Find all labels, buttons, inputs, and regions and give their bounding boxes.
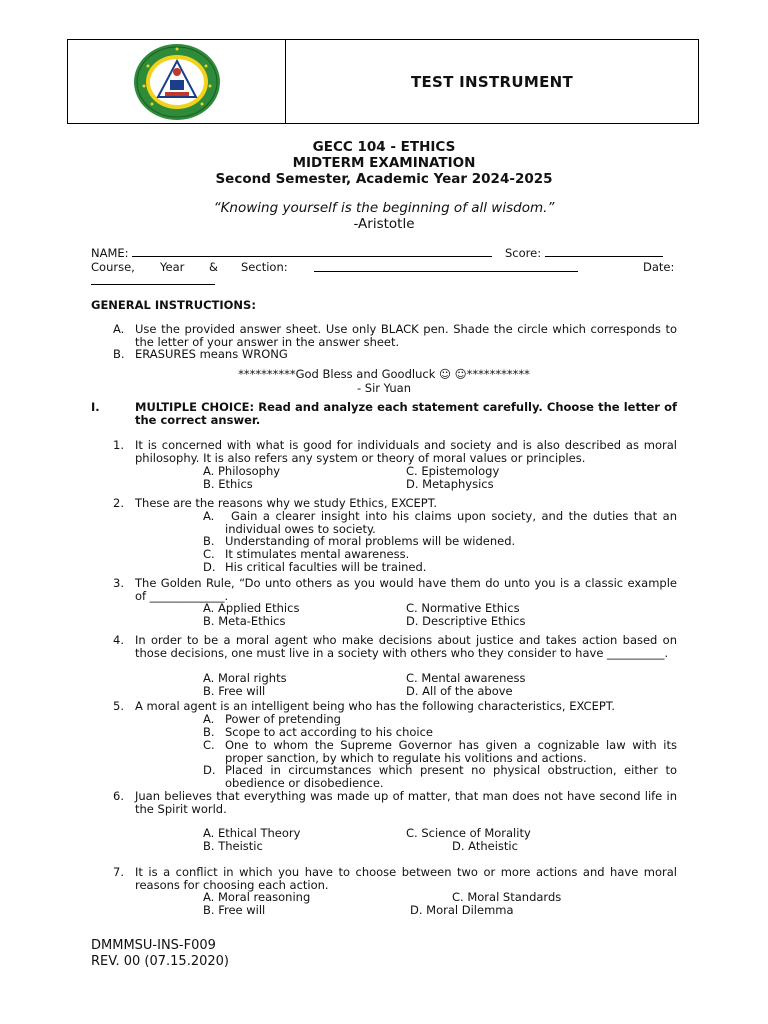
university-seal-icon — [132, 42, 222, 122]
question-text: These are the reasons why we study Ethics, EXCEPT. — [135, 496, 438, 510]
option[interactable]: A. Ethical Theory — [203, 826, 301, 840]
name-label: NAME: — [91, 246, 129, 260]
option-letter: B. — [203, 725, 215, 739]
option[interactable]: His critical faculties will be trained. — [225, 560, 427, 574]
option-letter: A. — [203, 712, 215, 726]
header-box — [67, 39, 699, 124]
instruction-letter-a: A. — [113, 322, 125, 336]
option[interactable]: B. Ethics — [203, 477, 253, 491]
logo-cell — [68, 40, 286, 123]
question-text: In order to be a moral agent who make decisions about justice and takes action based on those decisions, one must live in a society with others who they consider to have __________. — [135, 633, 677, 660]
option[interactable]: D. Descriptive Ethics — [406, 614, 526, 628]
option[interactable]: D. All of the above — [406, 684, 513, 698]
blessing-signature: - Sir Yuan — [356, 381, 411, 395]
question-text: A moral agent is an intelligent being who has the following characteristics, EXCEPT. — [135, 699, 616, 713]
date-blank[interactable] — [91, 274, 215, 285]
option[interactable]: B. Free will — [203, 684, 266, 698]
option[interactable]: A. Philosophy — [203, 464, 281, 478]
course-block — [0, 139, 768, 187]
option[interactable]: A. Applied Ethics — [203, 601, 300, 615]
option[interactable]: One to whom the Supreme Governor has given a cognizable law with its proper sanction, by which to regulate his volitions and actions. — [225, 738, 677, 765]
option[interactable]: C. Moral Standards — [452, 890, 562, 904]
quote-author: -Aristotle — [353, 216, 415, 232]
option[interactable]: Power of pretending — [225, 712, 341, 726]
option[interactable]: Gain a clearer insight into his claims upon society, and the duties that an individual owes to society. — [225, 509, 677, 536]
blessing-text: **********God Bless and Goodluck ☺ ☺*********** — [238, 367, 530, 381]
instruction-b: ERASURES means WRONG — [135, 347, 288, 361]
form-code: DMMMSU-INS-F009 — [91, 938, 216, 953]
quote-text: “Knowing yourself is the beginning of all wisdom.” — [213, 200, 555, 216]
course-code: GECC 104 - ETHICS — [312, 139, 456, 155]
option[interactable]: Scope to act according to his choice — [225, 725, 433, 739]
question-number: 7. — [113, 865, 124, 879]
question-text: Juan believes that everything was made up of matter, that man does not have second life in the Spirit world. — [135, 789, 677, 816]
option-letter: B. — [203, 534, 215, 548]
document-title: TEST INSTRUMENT — [410, 72, 574, 91]
option[interactable]: C. Epistemology — [406, 464, 500, 478]
option[interactable]: D. Metaphysics — [406, 477, 494, 491]
instruction-letter-b: B. — [113, 347, 125, 361]
revision-code: REV. 00 (07.15.2020) — [91, 954, 229, 969]
option[interactable]: C. Normative Ethics — [406, 601, 520, 615]
score-blank[interactable] — [545, 246, 663, 257]
option[interactable]: It stimulates mental awareness. — [225, 547, 410, 561]
section-numeral: I. — [91, 400, 100, 414]
question-number: 6. — [113, 789, 124, 803]
question-text: The Golden Rule, “Do unto others as you would have them do unto you is a classic example of _____________. — [135, 576, 677, 603]
option-letter: D. — [203, 560, 216, 574]
option[interactable]: B. Meta-Ethics — [203, 614, 286, 628]
question-number: 3. — [113, 576, 124, 590]
option[interactable]: B. Theistic — [203, 839, 263, 853]
section-label: Section: — [241, 260, 288, 274]
name-blank[interactable] — [132, 246, 492, 257]
option-letter: A. — [203, 509, 215, 523]
ampersand: & — [209, 260, 218, 274]
name-row — [91, 246, 492, 260]
option-letter: D. — [203, 763, 216, 777]
option[interactable]: A. Moral rights — [203, 671, 287, 685]
question-number: 2. — [113, 496, 124, 510]
question-number: 1. — [113, 438, 124, 452]
score-label: Score: — [505, 246, 542, 260]
section-heading: MULTIPLE CHOICE: Read and analyze each statement carefully. Choose the letter of the correct answer. — [135, 400, 677, 427]
question-number: 5. — [113, 699, 124, 713]
option[interactable]: A. Moral reasoning — [203, 890, 311, 904]
year-label: Year — [160, 260, 185, 274]
question-number: 4. — [113, 633, 124, 647]
option[interactable]: Understanding of moral problems will be widened. — [225, 534, 516, 548]
score-row — [505, 246, 663, 260]
instruction-a: Use the provided answer sheet. Use only BLACK pen. Shade the circle which corresponds to the letter of your answer in the answer sheet. — [135, 322, 677, 349]
exam-term: Second Semester, Academic Year 2024-2025 — [215, 171, 553, 187]
date-label: Date: — [643, 260, 675, 274]
section-blank[interactable] — [314, 261, 578, 272]
option-letter: C. — [203, 547, 215, 561]
question-text: It is concerned with what is good for individuals and society and is also described as moral philosophy. It is also refers any system or theory of moral values or principles. — [135, 438, 677, 465]
option-letter: C. — [203, 738, 215, 752]
quote-block — [0, 200, 768, 232]
option[interactable]: D. Moral Dilemma — [410, 903, 514, 917]
option[interactable]: C. Science of Morality — [406, 826, 531, 840]
option[interactable]: Placed in circumstances which present no physical obstruction, either to obedience or disobedience. — [225, 763, 677, 790]
instructions-heading: GENERAL INSTRUCTIONS: — [91, 298, 256, 312]
exam-title: MIDTERM EXAMINATION — [292, 155, 476, 171]
option[interactable]: C. Mental awareness — [406, 671, 526, 685]
question-text: It is a conflict in which you have to choose between two or more actions and have moral reasons for choosing each action. — [135, 865, 677, 892]
course-label: Course, — [91, 260, 135, 274]
option[interactable]: D. Atheistic — [452, 839, 518, 853]
option[interactable]: B. Free will — [203, 903, 266, 917]
